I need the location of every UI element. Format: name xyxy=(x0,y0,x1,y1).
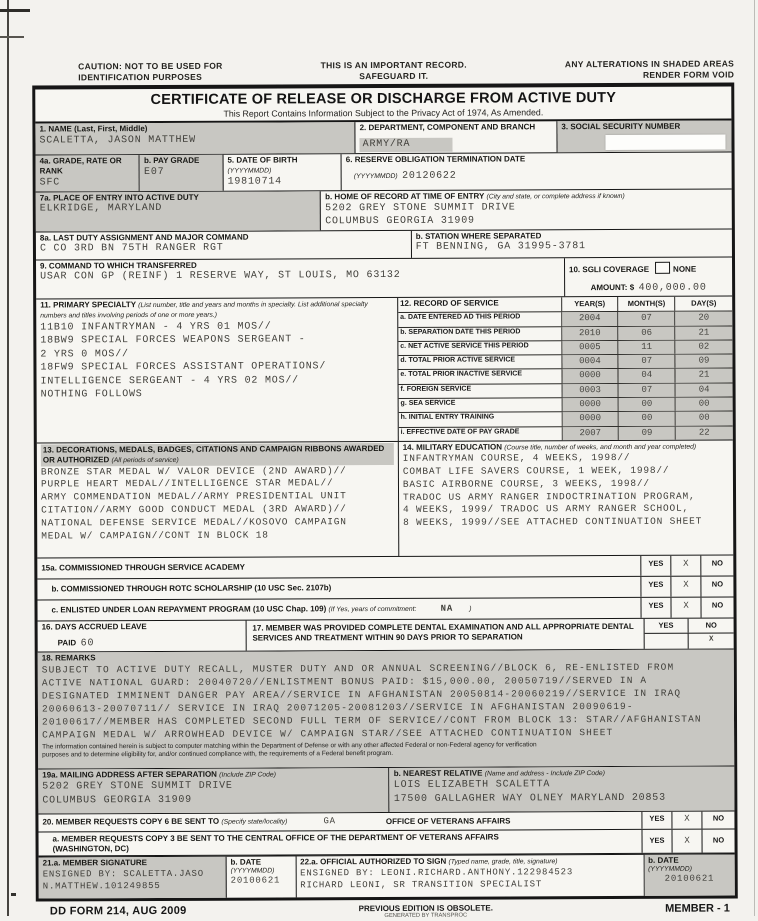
field-nearest-relative-label-text: b. NEAREST RELATIVE xyxy=(393,768,483,778)
row-18 xyxy=(38,649,735,769)
field-official-signature-value: ENSIGNED BY: LEONI.RICHARD.ANTHONY.122984523 RICHARD LEONI, SR TRANSITION SPECIALIST xyxy=(300,867,574,891)
service-row-h-years: 0000 xyxy=(562,412,619,426)
field-member-signature-value: ENSIGNED BY: SCALETTA.JASO N.MATTHEW.101249855 xyxy=(42,868,204,892)
field-primary-specialty-value: 11B10 INFANTRYMAN - 4 YRS 01 MOS// 18BW9 SPECIAL FORCES WEAPONS SERGEANT - 2 YRS 0 MOS// 18FW9 SPECIAL FORCES ASSISTANT OPERATIONS/ INTELLIGENCE SERGEANT - 4 YRS 02 MOS// NOTHING FOLLOWS xyxy=(40,321,327,401)
field-military-education-label xyxy=(403,441,729,453)
row-5 xyxy=(36,257,732,300)
scan-edge-line-right xyxy=(754,0,755,916)
service-row-h-days: 00 xyxy=(676,412,733,426)
service-row-d-label: d. TOTAL PRIOR ACTIVE SERVICE xyxy=(398,355,562,369)
service-row-d-months: 07 xyxy=(619,355,676,369)
field-grade-label: 4a. GRADE, RATE OR RANK xyxy=(39,156,122,176)
service-row-i-years: 2007 xyxy=(562,427,619,441)
rotc-yes: YES xyxy=(640,577,670,597)
field-pay-grade-value: E07 xyxy=(143,166,165,178)
field-copy3 xyxy=(38,829,734,855)
field-dental xyxy=(246,619,643,651)
service-row-g-label: g. SEA SERVICE xyxy=(399,398,563,412)
copy3-mark: X xyxy=(671,830,701,853)
row-7 xyxy=(37,440,733,558)
field-mailing-address-sublabel: (Include ZIP Code) xyxy=(219,771,276,779)
field-copy6-yn xyxy=(641,811,734,828)
service-row-c-years: 0005 xyxy=(562,341,619,355)
field-loan-repayment-label xyxy=(42,602,472,616)
sgli-amount-label: AMOUNT: $ xyxy=(590,282,635,292)
field-copy6-value: GA xyxy=(323,816,336,827)
row-6 xyxy=(36,297,733,444)
field-home-of-record-label-text: b. HOME OF RECORD AT TIME OF ENTRY xyxy=(325,191,485,201)
field-nearest-relative-value: LOIS ELIZABETH SCALETTA 17500 GALLAGHER WAY OLNEY MARYLAND 20853 xyxy=(393,779,666,805)
service-row-a-months: 07 xyxy=(619,312,676,326)
row-16-17 xyxy=(38,618,734,652)
caution-line1: CAUTION: NOT TO BE USED FOR xyxy=(78,60,223,72)
row-19 xyxy=(38,766,734,814)
field-pay-grade xyxy=(140,155,224,191)
field-mailing-address-value: 5202 GREY STONE SUMMIT DRIVE COLUMBUS GEORGIA 31909 xyxy=(42,780,233,807)
scan-mark-bottom xyxy=(11,893,16,896)
service-row-d xyxy=(398,355,732,371)
field-home-of-record-sublabel: (City and state, or complete address if known) xyxy=(486,192,625,201)
field-place-of-entry-value: ELKRIDGE, MARYLAND xyxy=(39,203,163,215)
title-block xyxy=(35,87,731,124)
field-member-date xyxy=(227,856,297,897)
sgli-none-checkbox xyxy=(655,261,670,273)
row-15b xyxy=(37,576,733,600)
row-15c xyxy=(37,597,733,621)
form-subtitle: This Report Contains Information Subject to the Privacy Act of 1974, As Amended. xyxy=(223,107,544,119)
field-service-academy xyxy=(37,555,733,578)
service-row-g-years: 0000 xyxy=(562,398,619,412)
row-1 xyxy=(35,121,731,156)
field-accrued-leave-line2 xyxy=(42,631,242,650)
dental-yes-cell xyxy=(644,634,689,649)
field-service-academy-yn xyxy=(640,555,733,575)
rotc-mark: X xyxy=(670,577,700,597)
service-row-f-days: 04 xyxy=(676,383,733,397)
field-accrued-leave-label: 16. DAYS ACCRUED LEAVE xyxy=(41,621,147,632)
field-primary-specialty-sublabel: (List number, title and years and months in specialty. List additional specialty numbers and titles involving periods of one or more years.) xyxy=(40,301,368,320)
field-rotc-yn xyxy=(640,576,733,596)
field-command-transferred-value: USAR CON GP (REINF) 1 RESERVE WAY, ST LOUIS, MO 63132 xyxy=(40,270,401,283)
dental-yn-answer xyxy=(644,634,734,649)
service-row-a xyxy=(398,312,732,328)
row-signatures xyxy=(39,853,735,898)
field-accrued-leave xyxy=(38,621,247,652)
service-row-d-years: 0004 xyxy=(562,355,619,369)
loan-repayment-yes: YES xyxy=(640,598,670,618)
caution-line2: IDENTIFICATION PURPOSES xyxy=(78,71,203,82)
field-station-separated-label: b. STATION WHERE SEPARATED xyxy=(415,231,542,241)
field-primary-specialty-label xyxy=(40,299,393,321)
field-nearest-relative-sublabel: (Name and address - Include ZIP Code) xyxy=(484,770,605,778)
dental-yn-header xyxy=(644,618,734,634)
field-member-signature xyxy=(39,857,227,899)
field-copy6 xyxy=(38,811,734,831)
field-sgli-line2 xyxy=(569,276,728,295)
field-name xyxy=(35,122,355,154)
field-loan-repayment-value: NA xyxy=(440,603,454,614)
field-member-date-format: (YYYYMMDD) xyxy=(230,867,275,875)
field-loan-repayment-yn xyxy=(640,597,733,617)
field-copy3-label: a. MEMBER REQUESTS COPY 3 BE SENT TO THE CENTRAL OFFICE OF THE DEPARTMENT OF VETERANS AFFAIRS (WASHINGTON, DC) xyxy=(52,832,499,853)
field-station-separated-value: FT BENNING, GA 31995-3781 xyxy=(415,241,586,254)
field-decorations-sublabel: (All periods of service) xyxy=(111,456,179,464)
field-dental-yn xyxy=(643,618,734,648)
field-loan-repayment-label-text: c. ENLISTED UNDER LOAN REPAYMENT PROGRAM (10 USC Chap. 109) xyxy=(51,604,327,615)
dental-mark: X xyxy=(709,636,714,645)
service-row-a-label: a. DATE ENTERED AD THIS PERIOD xyxy=(398,312,562,326)
field-dob xyxy=(223,155,341,191)
dental-no: NO xyxy=(705,620,717,630)
field-nearest-relative xyxy=(390,766,735,812)
copy3-yes: YES xyxy=(641,830,671,853)
member-copy-label: MEMBER - 1 xyxy=(665,902,730,915)
field-service-academy-label: 15a. COMMISSIONED THROUGH SERVICE ACADEMY xyxy=(41,562,245,573)
field-copy6-label-text: 20. MEMBER REQUESTS COPY 6 BE SENT TO xyxy=(42,817,220,827)
field-record-of-service xyxy=(398,297,733,441)
important-line1: THIS IS AN IMPORTANT RECORD. xyxy=(320,59,467,71)
dental-yes: YES xyxy=(644,619,689,634)
service-row-f xyxy=(398,383,732,399)
field-remarks xyxy=(38,649,734,768)
field-rotc-label: b. COMMISSIONED THROUGH ROTC SCHOLARSHIP (10 USC Sec. 2107b) xyxy=(51,583,332,594)
service-row-i-months: 09 xyxy=(619,426,676,440)
service-row-g-months: 00 xyxy=(619,398,676,412)
service-row-f-years: 0003 xyxy=(562,384,619,398)
field-rotc xyxy=(37,576,733,599)
field-loan-repayment-suffix: ) xyxy=(469,605,472,613)
col-days: DAY(S) xyxy=(691,298,717,308)
record-of-service-table xyxy=(398,297,733,441)
service-academy-no: NO xyxy=(700,555,733,575)
field-military-education-value: INFANTRYMAN COURSE, 4 WEEKS, 1998// COMBAT LIFE SAVERS COURSE, 1 WEEK, 1998// BASIC AIRBORNE COURSE, 3 WEEKS, 1998// TRADOC US ARMY RANGER INDOCTRINATION PROGRAM, 4 WEEKS, 1999/ TRADOC US ARMY RANGER SCHOOL, 8 WEEKS, 1999//SEE ATTACHED CONTINUATION SHEET xyxy=(402,452,703,529)
field-official-signature-sublabel: (Typed name, grade, title, signature) xyxy=(448,858,558,866)
service-row-a-years: 2004 xyxy=(562,312,619,326)
field-last-duty-label: 8a. LAST DUTY ASSIGNMENT AND MAJOR COMMAND xyxy=(39,232,249,243)
form-footer xyxy=(36,898,738,920)
field-accrued-leave-value: 60 xyxy=(80,637,95,649)
service-row-b-label: b. SEPARATION DATE THIS PERIOD xyxy=(398,327,562,341)
field-member-signature-label: 21.a. MEMBER SIGNATURE xyxy=(42,858,147,868)
field-decorations-label xyxy=(41,443,394,466)
field-primary-specialty-label-text: 11. PRIMARY SPECIALTY xyxy=(40,300,136,310)
loan-repayment-no: NO xyxy=(700,597,733,617)
field-military-education xyxy=(399,440,734,555)
field-military-education-sublabel: (Course title, number of weeks, and month and year completed) xyxy=(504,443,697,452)
service-academy-yes: YES xyxy=(640,556,670,576)
form-title: CERTIFICATE OF RELEASE OR DISCHARGE FROM ACTIVE DUTY xyxy=(150,90,617,109)
field-ssn xyxy=(557,121,731,153)
row-15a xyxy=(37,555,733,579)
important-line2: SAFEGUARD IT. xyxy=(359,70,429,81)
copy3-no: NO xyxy=(701,829,734,852)
field-dental-label: 17. MEMBER WAS PROVIDED COMPLETE DENTAL EXAMINATION AND ALL APPROPRIATE DENTAL SERVICES AND TREATMENT WITHIN 90 DAYS PRIOR TO SEPARATION xyxy=(252,621,634,643)
field-grade-value: SFC xyxy=(39,176,61,189)
service-row-b xyxy=(398,326,732,342)
scan-mark-top-2 xyxy=(0,36,24,38)
field-mailing-address xyxy=(38,768,390,814)
service-row-f-label: f. FOREIGN SERVICE xyxy=(398,384,562,398)
ssn-redaction-box xyxy=(605,134,725,150)
col-months: MONTH(S) xyxy=(619,297,676,311)
field-accrued-leave-paid-label: PAID xyxy=(57,637,77,647)
generated-by-note: GENERATED BY TRANSPROC xyxy=(384,912,468,920)
field-official-date-label: b. DATE xyxy=(648,855,679,865)
field-branch xyxy=(356,121,558,153)
record-of-service-header xyxy=(398,297,732,313)
copy6-mark: X xyxy=(671,812,701,829)
sgli-amount-value: 400,000.00 xyxy=(638,282,707,294)
field-sgli xyxy=(565,257,732,296)
service-row-g xyxy=(399,398,733,414)
field-official-signature xyxy=(296,855,644,898)
field-name-label: 1. NAME (Last, First, Middle) xyxy=(39,124,148,134)
row-2 xyxy=(36,153,732,192)
copy6-yes: YES xyxy=(641,812,671,829)
form-body xyxy=(32,83,738,902)
field-dob-label-text: 5. DATE OF BIRTH xyxy=(227,155,298,166)
service-row-i xyxy=(399,426,733,441)
previous-edition-note: PREVIOUS EDITION IS OBSOLETE. xyxy=(358,903,493,914)
field-place-of-entry xyxy=(36,191,322,231)
service-row-h-label: h. INITIAL ENTRY TRAINING xyxy=(399,413,563,427)
row-20a xyxy=(38,829,734,856)
service-row-b-days: 21 xyxy=(675,326,732,340)
service-row-h-months: 00 xyxy=(619,412,676,426)
field-name-value: SCALETTA, JASON MATTHEW xyxy=(39,134,196,147)
field-home-of-record xyxy=(321,189,732,230)
field-branch-value: ARMY/RA xyxy=(360,138,453,153)
field-official-signature-label-text: 22.a. OFFICIAL AUTHORIZED TO SIGN xyxy=(300,856,447,867)
field-remarks-fine-print: The information contained herein is subject to computer matching within the Department of Defense or with any other affected Federal or non-Federal agency for verification purposes and to determine eligibility for, and/or continued compliance with, the requirements of a Federal benefit program. xyxy=(42,741,537,759)
service-row-c-label: c. NET ACTIVE SERVICE THIS PERIOD xyxy=(398,341,562,355)
alterations-warning-text xyxy=(565,58,734,80)
field-home-of-record-value: 5202 GREY STONE SUMMIT DRIVE COLUMBUS GEORGIA 31909 xyxy=(325,202,516,228)
field-remarks-value: SUBJECT TO ACTIVE DUTY RECALL, MUSTER DUTY AND OR ANNUAL SCREENING//BLOCK 6, RE-ENLISTED FROM ACTIVE NATIONAL GUARD: 20040720//ENLISTMENT BONUS PAID: $15,000.00, 20050719//SERVED IN A DESIGNATED IMMINENT DANGER PAY AREA//SERVICE IN AFGHANISTAN 20050814-20060219//SERVICE IN IRAQ 20060613-20070711// SERVICE IN IRAQ 20071205-20081203//SERVICE IN AFGHANISTAN 20090619- 20100617//MEMBER HAS COMPLETED SECOND FULL TERM OF SERVICE//CONT FROM BLOCK 13: STAR//AFGHANISTAN CAMPAIGN MEDAL W/ ARROWHEAD DEVICE W/ CAMPAIGN STAR//SEE ATTACHED CONTINUATION SHEET xyxy=(41,661,702,741)
field-loan-repayment-sublabel: (If Yes, years of commitment: xyxy=(328,605,417,614)
field-member-date-value: 20100621 xyxy=(230,875,281,886)
field-decorations xyxy=(37,442,399,558)
field-official-date-value: 20100621 xyxy=(664,873,715,884)
col-years: YEAR(S) xyxy=(562,297,619,311)
field-official-date-format: (YYYYMMDD) xyxy=(648,865,692,873)
field-military-education-label-text: 14. MILITARY EDUCATION xyxy=(402,442,503,452)
loan-repayment-mark: X xyxy=(670,598,700,618)
field-last-duty xyxy=(36,231,412,260)
field-member-date-label: b. DATE xyxy=(230,857,262,867)
field-station-separated xyxy=(412,229,732,257)
form-number: DD FORM 214, AUG 2009 xyxy=(49,904,187,918)
field-dob-value: 19810714 xyxy=(227,176,283,188)
service-row-a-days: 20 xyxy=(675,312,732,326)
field-decorations-value: BRONZE STAR MEDAL W/ VALOR DEVICE (2ND AWARD)// PURPLE HEART MEDAL//INTELLIGENCE STAR MEDAL// ARMY COMMENDATION MEDAL//ARMY PRESIDENTIAL UNIT CITATION//ARMY GOOD CONDUCT MEDAL (3RD AWARD)// NATIONAL DEFENSE SERVICE MEDAL//KOSOVO CAMPAIGN MEDAL W/ CAMPAIGN//CONT IN BLOCK 18 xyxy=(40,464,347,542)
field-dob-format: (YYYYMMDD) xyxy=(227,167,272,175)
field-decorations-label-text: 13. DECORATIONS, MEDALS, BADGES, CITATIONS AND CAMPAIGN RIBBONS AWARDED OR AUTHORIZED xyxy=(42,443,385,465)
field-grade xyxy=(36,155,141,191)
service-row-i-days: 22 xyxy=(676,426,733,440)
field-loan-repayment xyxy=(37,597,733,620)
field-reserve-obligation-label: 6. RESERVE OBLIGATION TERMINATION DATE xyxy=(345,154,526,165)
dd214-form-sheet xyxy=(32,56,738,920)
rotc-no: NO xyxy=(700,576,733,596)
field-place-of-entry-label: 7a. PLACE OF ENTRY INTO ACTIVE DUTY xyxy=(39,192,199,203)
field-command-transferred-label: 9. COMMAND TO WHICH TRANSFERRED xyxy=(40,260,197,271)
field-sgli-label: 10. SGLI COVERAGE xyxy=(568,264,650,274)
field-ssn-label: 3. SOCIAL SECURITY NUMBER xyxy=(561,121,681,132)
field-copy6-label xyxy=(42,817,287,828)
service-academy-mark: X xyxy=(670,556,700,576)
service-row-b-months: 06 xyxy=(619,326,676,340)
service-row-e-years: 0000 xyxy=(562,369,619,383)
field-dob-label xyxy=(227,156,336,176)
field-sgli-line1 xyxy=(569,258,728,277)
copy6-no: NO xyxy=(701,811,734,828)
row-3 xyxy=(36,189,732,232)
important-record-text xyxy=(321,60,467,82)
field-reserve-obligation-line xyxy=(346,163,728,183)
service-row-e xyxy=(398,369,732,385)
field-official-date xyxy=(644,854,735,895)
field-copy6-office: OFFICE OF VETERANS AFFAIRS xyxy=(385,816,511,826)
field-reserve-obligation-value: 20120622 xyxy=(402,170,457,182)
service-row-f-months: 07 xyxy=(619,383,676,397)
form-preheader xyxy=(32,56,734,85)
field-reserve-obligation-format: (YYYYMMDD) xyxy=(353,172,398,181)
alterations-line2: RENDER FORM VOID xyxy=(642,69,735,80)
field-primary-specialty xyxy=(36,298,399,442)
service-row-h xyxy=(399,412,733,428)
scan-mark-top-1 xyxy=(0,9,30,12)
caution-text xyxy=(78,61,223,83)
service-row-i-label: i. EFFECTIVE DATE OF PAY GRADE xyxy=(399,427,563,441)
field-mailing-address-label-text: 19a. MAILING ADDRESS AFTER SEPARATION xyxy=(42,769,217,780)
service-row-e-months: 04 xyxy=(619,369,676,383)
field-reserve-obligation xyxy=(342,153,732,190)
record-of-service-title: 12. RECORD OF SERVICE xyxy=(398,297,562,312)
row-4 xyxy=(36,229,732,260)
scan-edge-line-left xyxy=(7,0,9,916)
field-pay-grade-label: b. PAY GRADE xyxy=(143,156,200,166)
service-row-e-days: 21 xyxy=(676,369,733,383)
field-branch-label: 2. DEPARTMENT, COMPONENT AND BRANCH xyxy=(359,122,536,133)
service-row-e-label: e. TOTAL PRIOR INACTIVE SERVICE xyxy=(398,370,562,384)
field-remarks-label: 18. REMARKS xyxy=(41,653,96,663)
field-command-transferred xyxy=(36,258,565,299)
service-row-c-months: 11 xyxy=(619,341,676,355)
footer-center xyxy=(359,904,493,920)
service-row-c xyxy=(398,340,732,356)
service-row-b-years: 2010 xyxy=(562,327,619,341)
field-copy3-yn xyxy=(641,829,734,852)
sgli-none-label: NONE xyxy=(673,264,697,274)
alterations-line1: ANY ALTERATIONS IN SHADED AREAS xyxy=(564,58,735,70)
field-copy6-sublabel: (Specify state/locality) xyxy=(221,818,288,827)
service-row-d-days: 09 xyxy=(676,355,733,369)
service-row-g-days: 00 xyxy=(676,398,733,412)
service-row-c-days: 02 xyxy=(676,340,733,354)
field-last-duty-value: C CO 3RD BN 75TH RANGER RGT xyxy=(39,243,224,255)
